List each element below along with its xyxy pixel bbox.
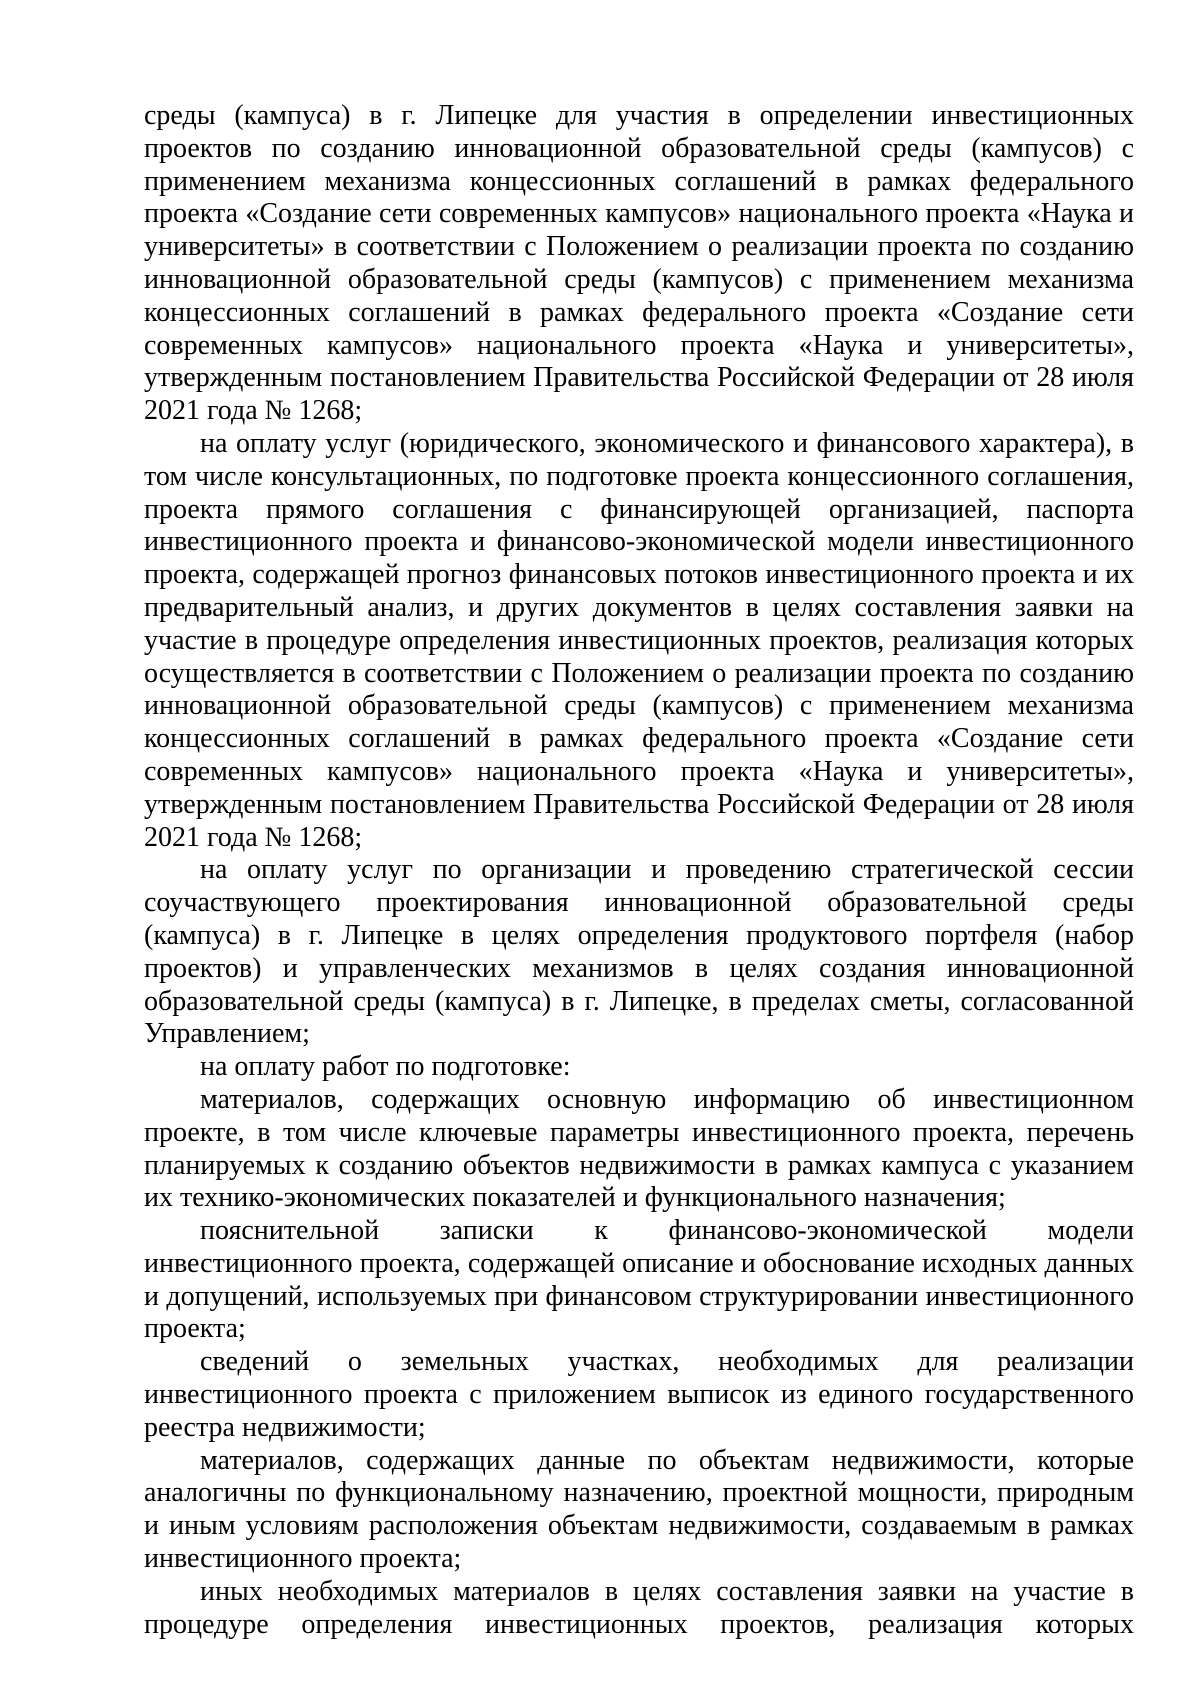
document-page (144, 100, 1134, 1641)
paragraph-preparation-works: на оплату работ по подготовке: (200, 1051, 571, 1083)
paragraph-legal-services: на оплату услуг (юридического, экономического и финансового характера), в том числе консультационных, по подготовке проекта концессионного соглашения, проекта прямого соглашения с финансирующей организацией, паспорта инвестиционного проекта и финансово-экономической модели инвестиционного проекта, содержащей прогноз финансовых потоков инвестиционного проекта и их предварительный анализ, и других документов в целях составления заявки на участие в процедуре определения инвестиционных проектов, реализация которых осуществляется в соответствии с Положением о реализации проекта по созданию инновационной образовательной среды (кампусов) с применением механизма концессионных соглашений в рамках федерального проекта «Создание сети современных кампусов» национального проекта «Наука и университеты», утвержденным постановлением Правительства Российской Федерации от 28 июля 2021 года № 1268; (144, 427, 1134, 853)
paragraph-real-estate-analogs: материалов, содержащих данные по объектам недвижимости, которые аналогичны по функциональному назначению, проектной мощности, природным и иным условиям расположения объектам недвижимости, создаваемым в рамках инвестиционного проекта; (144, 1444, 1134, 1575)
paragraph-project-materials: материалов, содержащих основную информацию об инвестиционном проекте, в том числе ключевые параметры инвестиционного проекта, перечень планируемых к созданию объектов недвижимости в рамках кампуса с указанием их технико-экономических показателей и функционального назначения; (144, 1083, 1134, 1214)
paragraph-other-materials: иных необходимых материалов в целях составления заявки на участие в процедуре определения инвестиционных проектов, реализация которых (144, 1575, 1134, 1640)
paragraph-explanatory-note: пояснительной записки к финансово-экономической модели инвестиционного проекта, содержащей описание и обоснование исходных данных и допущений, используемых при финансовом структурировании инвестиционного проекта; (144, 1215, 1134, 1345)
paragraph-land-plots: сведений о земельных участках, необходимых для реализации инвестиционного проекта с приложением выписок из единого государственного реестра недвижимости; (144, 1346, 1134, 1443)
paragraph-strategic-session: на оплату услуг по организации и проведению стратегической сессии соучаствующего проектирования инновационной образовательной среды (кампуса) в г. Липецке в целях определения продуктового портфеля (набор проектов) и управленческих механизмов в целях создания инновационной образовательной среды (кампуса) в г. Липецке, в пределах сметы, согласованной Управлением; (144, 854, 1134, 1050)
paragraph-campus-environment: среды (кампуса) в г. Липецке для участия в определении инвестиционных проектов по созданию инновационной образовательной среды (кампусов) с применением механизма концессионных соглашений в рамках федерального проекта «Создание сети современных кампусов» национального проекта «Наука и университеты» в соответствии с Положением о реализации проекта по созданию инновационной образовательной среды (кампусов) с применением механизма концессионных соглашений в рамках федерального проекта «Создание сети современных кампусов» национального проекта «Наука и университеты», утвержденным постановлением Правительства Российской Федерации от 28 июля 2021 года № 1268; (144, 100, 1134, 427)
